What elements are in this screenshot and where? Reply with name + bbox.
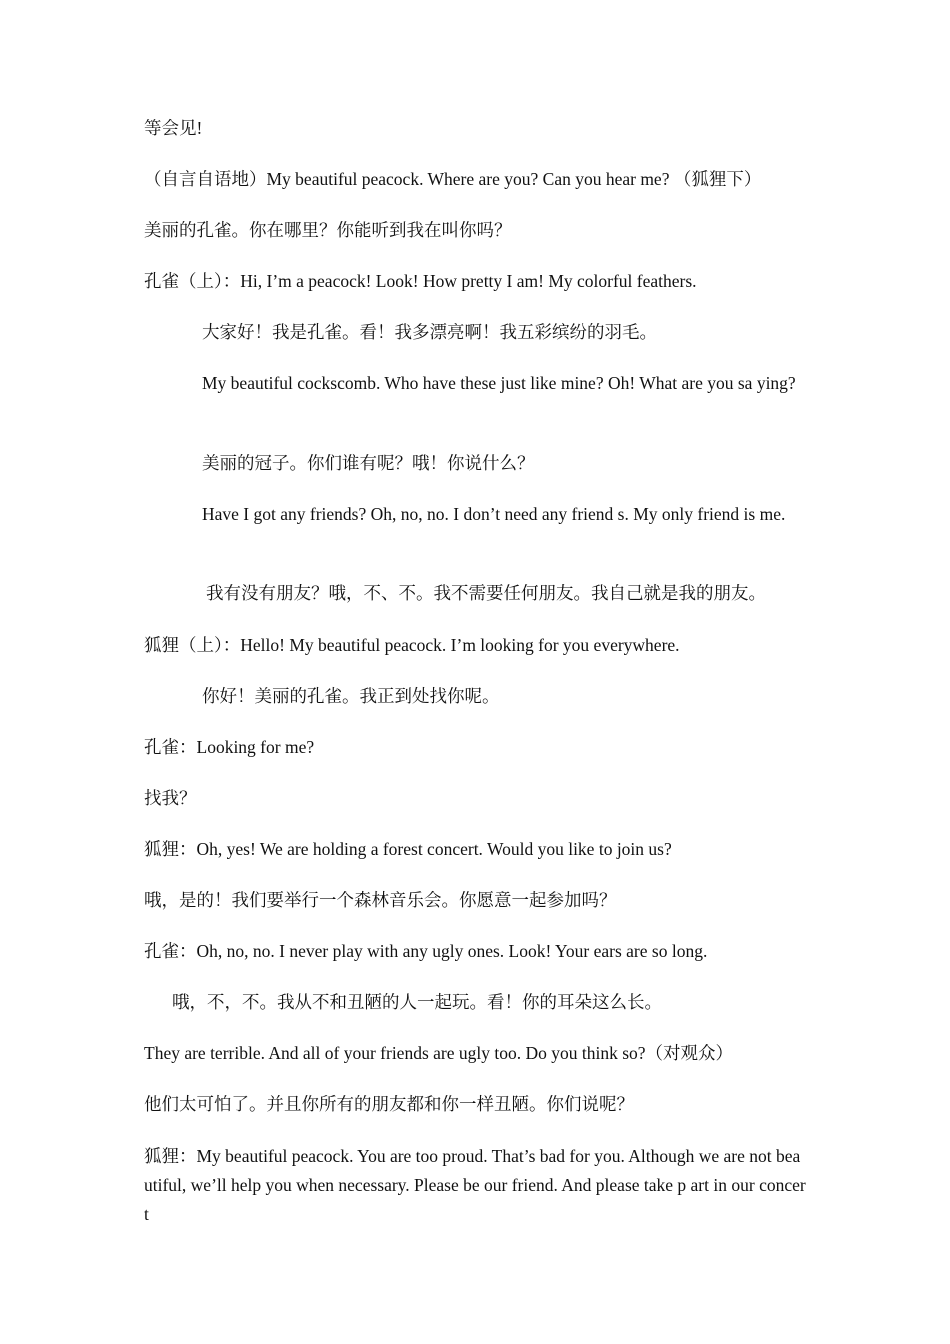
- text-line-2: （自言自语地）My beautiful peacock. Where are you? Can you hear me? （狐狸下）: [144, 169, 762, 189]
- text-line-14: 狐狸：Oh, yes! We are holding a forest concert. Would you like to join us?: [144, 839, 672, 859]
- text-line-15: 哦，是的！我们要举行一个森林音乐会。你愿意一起参加吗？: [144, 890, 617, 910]
- text-line-1: 等会见!: [144, 118, 203, 138]
- text-line-20: 狐狸：My beautiful peacock. You are too proud. That’s bad for you. Although we are not beautiful, we’ll help you when necessary. Please be our friend. And please take p art in our concert: [144, 1146, 806, 1224]
- text-line-10: 狐狸（上）：Hello! My beautiful peacock. I’m looking for you everywhere.: [144, 635, 680, 655]
- text-line-12: 孔雀：Looking for me?: [144, 737, 315, 757]
- text-line-13: 找我？: [144, 788, 197, 808]
- text-line-8: Have I got any friends? Oh, no, no. I don’t need any friend s. My only friend is me.: [202, 504, 786, 524]
- text-line-16: 孔雀：Oh, no, no. I never play with any ugly ones. Look! Your ears are so long.: [144, 941, 708, 961]
- text-line-17: 哦，不，不。我从不和丑陋的人一起玩。看！你的耳朵这么长。: [172, 992, 662, 1012]
- text-line-18: They are terrible. And all of your friends are ugly too. Do you think so?（对观众）: [144, 1043, 734, 1063]
- text-line-3: 美丽的孔雀。你在哪里？你能听到我在叫你吗？: [144, 220, 512, 240]
- text-line-19: 他们太可怕了。并且你所有的朋友都和你一样丑陋。你们说呢？: [144, 1094, 634, 1114]
- text-line-4: 孔雀（上）：Hi, I’m a peacock! Look! How pretty I am! My colorful feathers.: [144, 271, 697, 291]
- text-line-7: 美丽的冠子。你们谁有呢？哦！你说什么？: [202, 453, 535, 473]
- text-line-11: 你好！美丽的孔雀。我正到处找你呢。: [202, 686, 500, 706]
- text-line-6: My beautiful cockscomb. Who have these just like mine? Oh! What are you sa ying?: [202, 373, 796, 393]
- text-line-9: 我有没有朋友？哦，不、不。我不需要任何朋友。我自己就是我的朋友。: [206, 583, 766, 603]
- text-line-5: 大家好！我是孔雀。看！我多漂亮啊！我五彩缤纷的羽毛。: [202, 322, 657, 342]
